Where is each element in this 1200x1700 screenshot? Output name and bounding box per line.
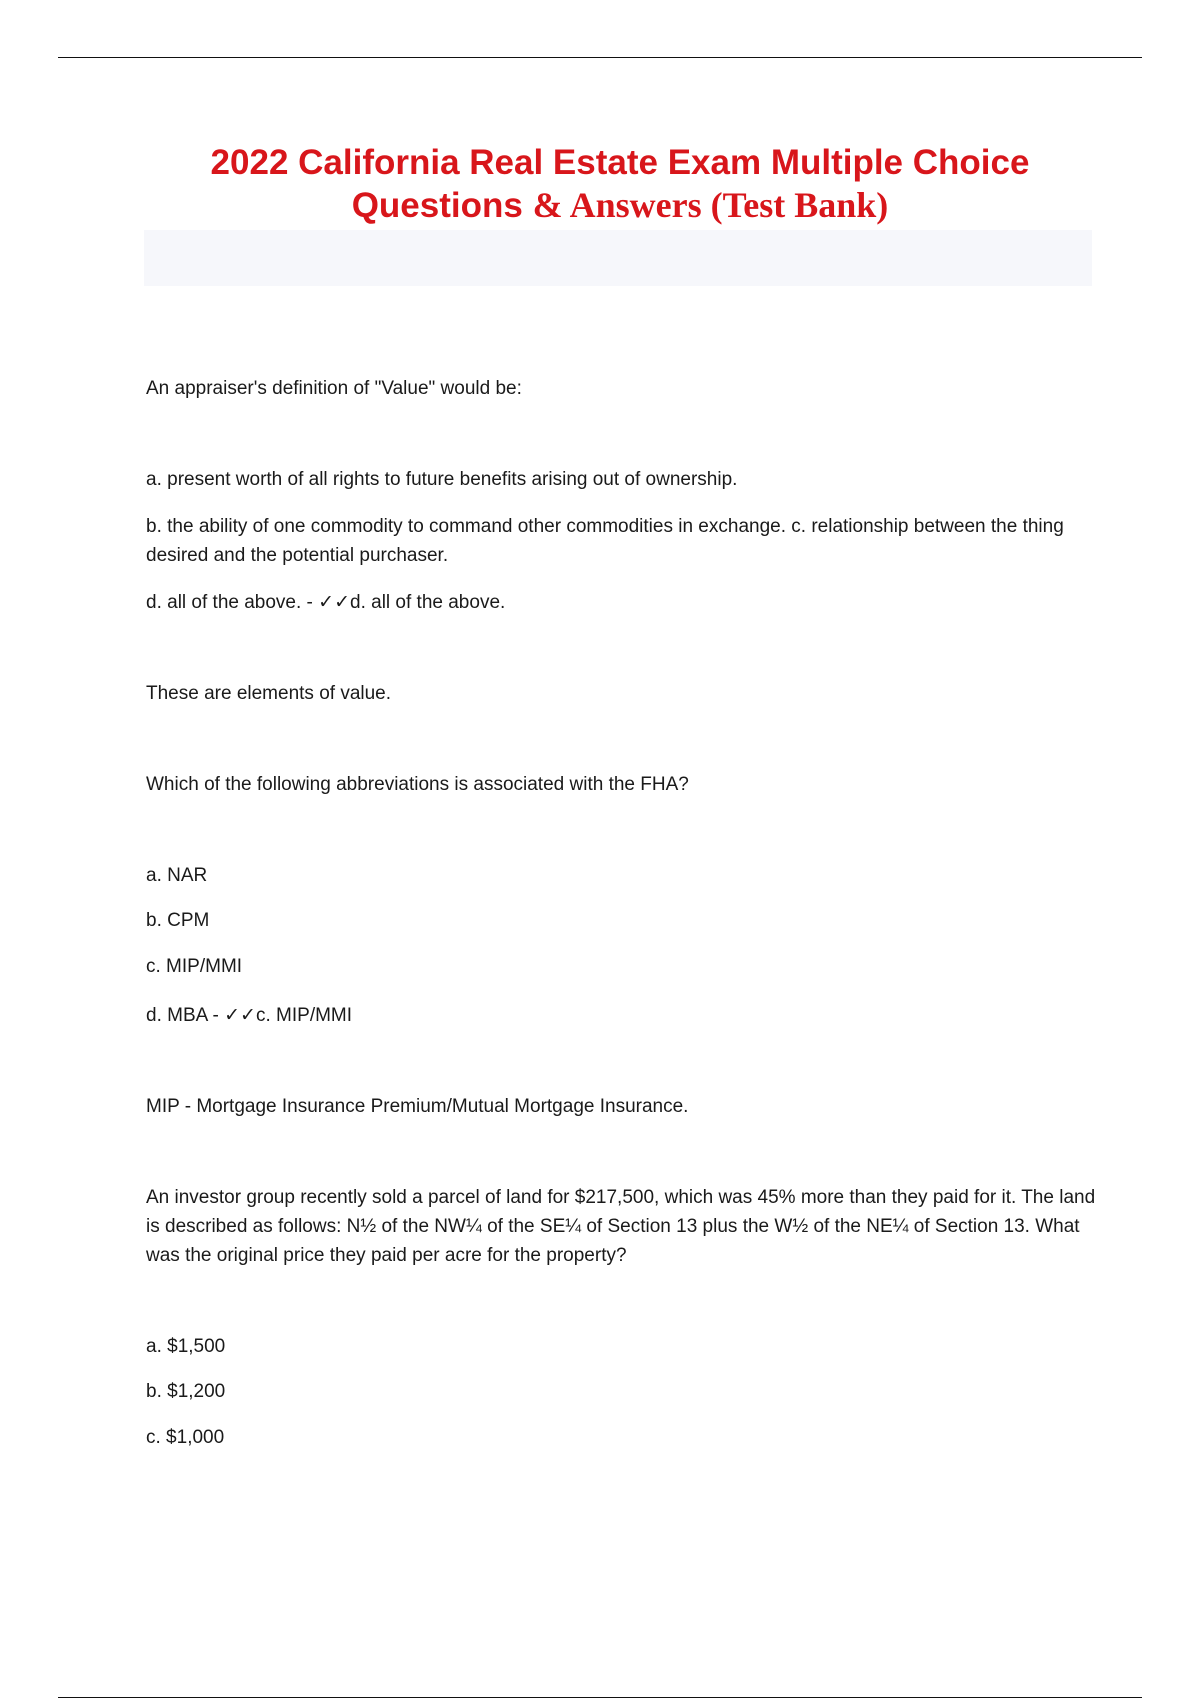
q2-note: MIP - Mortgage Insurance Premium/Mutual Mortgage Insurance. [146, 1096, 689, 1117]
title-line-2-sans: Questions [351, 186, 533, 225]
q1-option-a: a. present worth of all rights to future benefits arising out of ownership. [146, 469, 738, 490]
title-line-2-serif: & Answers (Test Bank) [532, 185, 889, 225]
q2-option-d-text: d. MBA - [146, 1005, 225, 1026]
q2-option-a: a. NAR [146, 865, 208, 886]
q2-question: Which of the following abbreviations is associated with the FHA? [146, 774, 689, 795]
title-line-1: 2022 California Real Estate Exam Multiple Choice [210, 143, 1030, 182]
q3-option-a: a. $1,500 [146, 1336, 226, 1357]
q2-option-b: b. CPM [146, 910, 210, 931]
q3-option-c: c. $1,000 [146, 1427, 225, 1448]
q3-option-b: b. $1,200 [146, 1381, 226, 1402]
q1-question: An appraiser's definition of "Value" would be: [146, 378, 522, 399]
title-line-2 [140, 184, 1100, 227]
q1-note: These are elements of value. [146, 683, 392, 704]
check-mark-icon: ✓✓ [318, 591, 351, 613]
q1-answer: d. all of the above. [350, 592, 506, 613]
document-title [140, 142, 1100, 227]
q2-answer: c. MIP/MMI [255, 1005, 353, 1026]
q3-question: An investor group recently sold a parcel of land for $217,500, which was 45% more than they paid for it. The land is described as follows: N½ of the NW¼ of the SE¼ of Section 13 plus the W½ of the NE¼ of Section 13. What was the original price they paid per acre for the property? [146, 1187, 1096, 1266]
top-rule [58, 57, 1142, 58]
q1-option-d [146, 588, 1096, 617]
check-mark-icon: ✓✓ [224, 1004, 256, 1026]
q2-option-c: c. MIP/MMI [146, 956, 243, 977]
bottom-rule [58, 1697, 1142, 1698]
title-shade-band [144, 230, 1092, 286]
q1-option-b: b. the ability of one commodity to command other commodities in exchange. c. relationship between the thing desired and the potential purchaser. [146, 516, 1064, 566]
q2-option-d [146, 1001, 1096, 1030]
q1-option-d-text: d. all of the above. - [146, 592, 319, 613]
